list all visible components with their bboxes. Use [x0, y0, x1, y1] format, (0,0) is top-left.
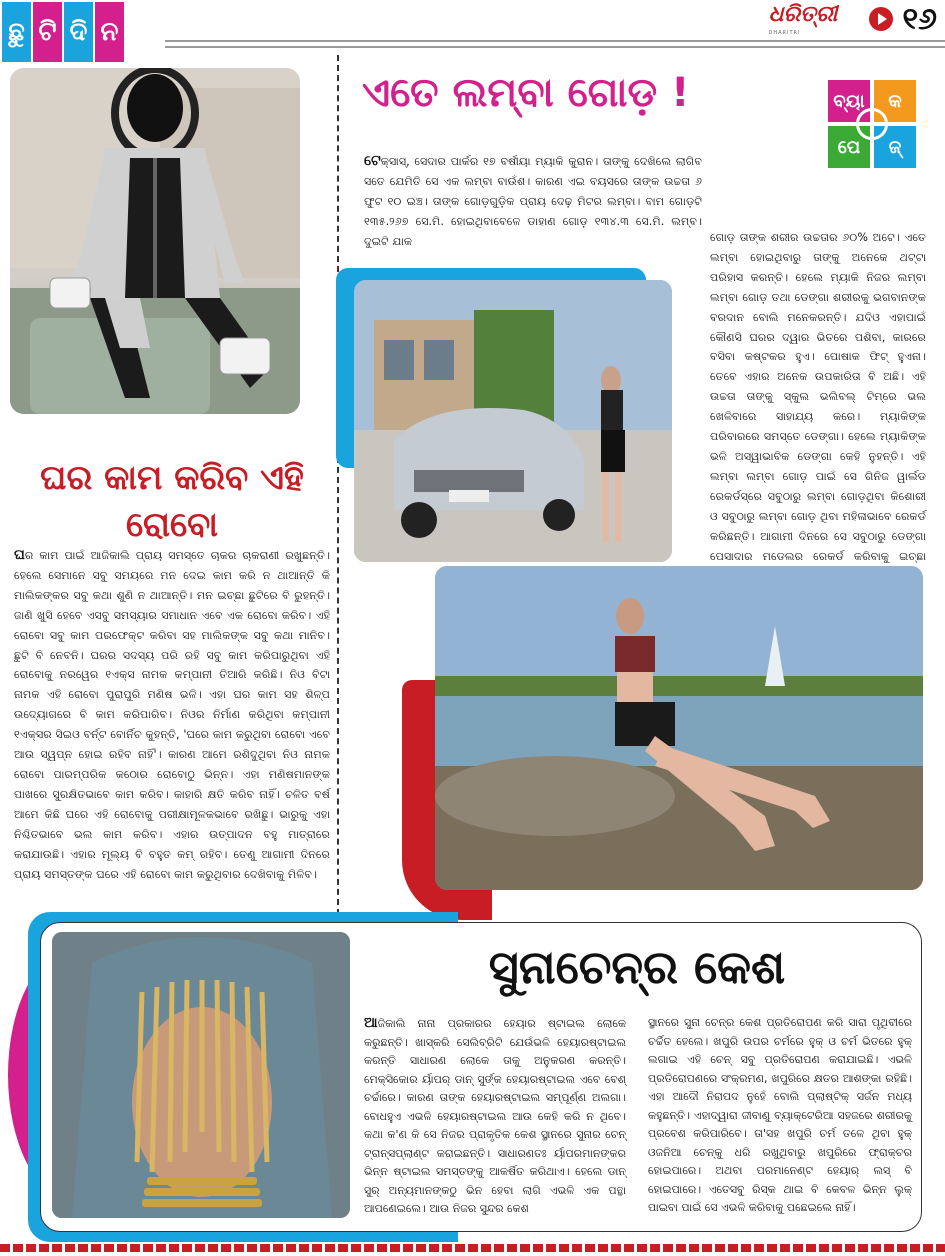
play-icon — [869, 7, 893, 31]
section-letter-3: ଦି — [64, 2, 93, 62]
legs-body-col1 — [364, 152, 702, 252]
robot-headline: ଘର କାମ କରିବ ଏହି ରୋବୋ — [40, 458, 304, 545]
legs-body-col2: ଗୋଡ଼ ତାଙ୍କ ଶରୀର ଉଚ୍ଚତାର ୬୦% ଅଟେ। ଏତେ ଲମ୍ବା ହୋଇଥିବାରୁ ତାଙ୍କୁ ଅନେକେ ଥଟ୍ଟା ପରିହାସ କରନ୍ତି। ହେଲେ ମ୍ୟାକି ନିଜର ଲମ୍ବା ଲମ୍ବା ଗୋଡ଼ ତଥା ଡେଙ୍ଗା ଶରୀରକୁ ଭଗବାନଙ୍କ ବରଦାନ ବୋଲି ମନେକରନ୍ତି। ଯଦିଓ ଏହାପାଇଁ କୌଣସି ଘରର ଦ୍ୱାର ଭିତରେ ପଶିବା, କାରରେ ବସିବା କଷ୍ଟକର ହୁଏ। ପୋଷାକ ଫିଟ୍ ହୁଏନା। ତେବେ ଏହାର ଅନେକ ଉପକାରିତା ବି ଅଛି। ଏହି ଉଚ୍ଚତା ତାଙ୍କୁ ସ୍କୁଲ ଭଲିବଲ୍ ଟିମ୍‌ରେ ଭଲ ଖେଳିବାରେ ସାହାଯ୍ୟ କରେ। ମ୍ୟାକିଙ୍କ ପରିବାରରେ ସମସ୍ତେ ଡେଙ୍ଗା। ହେଲେ ମ୍ୟାକିଙ୍କ ଭଳି ଅସ୍ୱାଭାବିକ ଡେଙ୍ଗା କେହି ନୁହନ୍ତି। ଏହି ଲମ୍ବା ଲମ୍ବା ଗୋଡ଼ ପାଇଁ ସେ ଗିନିଜ ୱାର୍ଲଡ ରେକର୍ଡସ୍‌ରେ ସବୁଠାରୁ ଲମ୍ବା ଗୋଡ଼ଥିବା କିଶୋରୀ ଓ ସବୁଠାରୁ ଲମ୍ବା ଗୋଡ଼ ଥିବା ମହିଳାଭାବେ ରେକର୍ଡ କରିଛନ୍ତି। ଆଗାମୀ ଦିନରେ ସେ ସବୁଠାରୁ ଡେଙ୍ଗା ପେସାଦାର ମଡେଲର ରେକର୍ଡ କରିବାକୁ ଇଚ୍ଛା — [710, 231, 926, 563]
badge-cell-3: ପେ — [828, 126, 870, 168]
robot-body — [14, 546, 330, 884]
robot-dropcap: ଘ — [14, 547, 25, 563]
badge-cell-2: କ — [874, 80, 916, 122]
legs-headline: ଏତେ ଲମ୍ବା ଗୋଡ଼ ! — [362, 70, 690, 116]
section-letter-1: ଛୁ — [2, 2, 31, 62]
header-rule — [165, 40, 945, 48]
hair-dropcap: ଆ — [364, 1015, 378, 1031]
girl-by-lake-photo — [435, 566, 923, 890]
gold-chain-hair-photo — [52, 932, 350, 1218]
badge-ring — [856, 108, 888, 140]
robot-body-text: ର କାମ ପାଇଁ ଆଜିକାଲି ପ୍ରାୟ ସମସ୍ତେ ଚାକର ଚାକରାଣୀ ରଖୁଛନ୍ତି। ହେଲେ ସେମାନେ ସବୁ ସମୟରେ ମନ ଦେଇ କାମ କରି ନ ଥାଆନ୍ତି କି ମାଲିକଙ୍କର ସବୁ କଥା ଶୁଣି ନ ଥାଆନ୍ତି। ମନ ଇଚ୍ଛା ଛୁଟିରେ ବି ରୁହନ୍ତି। ଜାଣି ଖୁସି ହେବେ ଏସବୁ ସମସ୍ୟାର ସମାଧାନ ଏବେ ଏକ ରୋବୋ କରିବ। ଏହି ରୋବୋ ସବୁ କାମ ପରଫେକ୍ଟ କରିବା ସହ ମାଲିକଙ୍କ ସବୁ କଥା ମାନିବ। ଛୁଟି ବି ନେବନି। ଘରର ସଦସ୍ୟ ପରି ରହି ସବୁ କାମ କରିପାରୁଥିବା ଏହି ରୋବୋକୁ ନରୱେର ୧ଏକ୍ସ ନାମକ କମ୍ପାନୀ ତିଆରି କରିଛି। ନିଓ ବିଟା ନାମକ ଏହି ରୋବୋ ପୁରାପୁରି ମଣିଷ ଭଳି। ଏହା ଘର କାମ ସହ ଶିଳ୍ପ ଉଦ୍ୟୋଗରେ ବି କାମ କରିପାରିବ। ନିଓର ନିର୍ମାଣ କରିଥିବା କମ୍ପାନୀ ୧ଏକ୍ସର ସିଇଓ ବର୍ନ୍ଟ ବୋର୍ନିଚ କୁହନ୍ତି, 'ଘରେ କାମ କରୁଥିବା ରୋବୋ ଏବେ ଆଉ ସ୍ୱପ୍ନ ହୋଇ ରହିବ ନାହିଁ'। କାରଣ ଆମେ ରଶିଦୁଥିବା ନିଓ ନାମକ ରୋବୋ ପାରମ୍ପରିକ କଠୋର ରୋବୋଠୁ ଭିନ୍ନ। ଏହା ମଣିଷମାନଙ୍କ ପାଖରେ ସୁରକ୍ଷିତଭାବେ କାମ କରିବ। କାହାରି କ୍ଷତି କରିବ ନାହିଁ। ଚଳିତ ବର୍ଷ ଆମେ କିଛି ଘରେ ଏହି ରୋବୋକୁ ପରୀକ୍ଷାମୂଳକଭାବେ ରଖିଛୁ। ଭାରୁକୁ ଏହା ନିଶ୍ଚିତଭାବେ ଭଲ କାମ କରିବ। ଏହାର ଉତ୍ପାଦନ ବହୁ ମାତ୍ରାରେ କରାଯାଉଛି। ଏହାର ମୂଲ୍ୟ ବି ବହୁତ କମ୍ ରହିବ। ତେଣୁ ଆଗାମୀ ଦିନରେ ପ୍ରାୟ ସମସ୍ତଙ୍କ ଘରେ ଏହି ରୋବୋ କାମ କରୁଥିବାର ଦେଖିବାକୁ ମିଳିବ। — [14, 549, 330, 881]
paper-name: ଧରିତ୍ରୀ — [768, 2, 838, 27]
robot-photo — [10, 68, 300, 414]
hair-body1-text: ଜିକାଲି ନାନା ପ୍ରକାରର ହେୟାର ଷ୍ଟାଇଲ ଲୋକେ କରୁଛନ୍ତି। ଖାସ୍‌କରି ସେଲିବ୍ରିଟି ଯେଉଁଭଳି ହେୟାରଷ୍ଟାଇଲ କରନ୍ତି ସାଧାରଣ ଲୋକେ ତାକୁ ଅନୁକରଣ କରନ୍ତି। ମେକ୍ସିକୋର ର୍ୟାପର୍ ଡାନ୍ ସୁର୍ଙ୍କ ହେୟାରଷ୍ଟାଇଲ ଏବେ ବେଶ୍ ଚର୍ଚ୍ଚାରେ। କାରଣ ତାଙ୍କ ହେୟାରଷ୍ଟାଇଲ ସମ୍ପୂର୍ଣ୍ଣ ଅଲଗା। ବୋଧହୁଏ ଏଭଳି ହେୟାରଷ୍ଟାଇଲ ଆଉ କେହି କରି ନ ଥିବେ। କଥା କ'ଣ କି ସେ ନିଜର ପ୍ରାକୃତିକ କେଶ ସ୍ଥାନରେ ସୁନାର ଚେନ୍ ଟ୍ରାନ୍ସପ୍ଲାଣ୍ଟ କରାଇଛନ୍ତି। ସାଧାରଣତଃ ର୍ୟାପରମାନଙ୍କର ଭିନ୍ନ ଷ୍ଟାଇଲ ସମସ୍ତଙ୍କୁ ଆକର୍ଷିତ କରିଥାଏ। ହେଲେ ଡାନ୍ ସୁର୍ ଅନ୍ୟମାନଙ୍କଠୁ ଭିନ ହେବା ଲାଗି ଏଭଳି ଏକ ପନ୍ଥା ଆପଣେଇଲେ। ଆଉ ନିଜର ସୁନ୍ଦର କେଶ — [364, 1017, 626, 1215]
girl-with-car-photo — [354, 280, 672, 562]
page-number: ୧୬ — [902, 1, 937, 37]
hair-body-col2: ସ୍ଥାନରେ ସୁନା ଚେନ୍‌ର କେଶ ପ୍ରତିରୋପଣ କରି ସାରା ପୃଥିବୀରେ ଚର୍ଚ୍ଚିତ ହେଲେ। ଖପୁରି ଉପର ଚର୍ମରେ ହୁକ୍ ଓ ଚର୍ମ ଭିତରେ ହୁକ୍ ଲଗାଇ ଏହି ଚେନ୍ ସବୁ ପ୍ରତିରୋପଣ କରାଯାଇଛି। ଏଭଳି ପ୍ରତିରୋପଣରେ ସଂକ୍ରମଣ, ଖପୁରିରେ କ୍ଷତର ଆଶଙ୍କା ରହିଛି। ଏହା ଆଦୌ ନିରାପଦ ନୁହେଁ ବୋଲି ପ୍ଲାଷ୍ଟିକ୍ ସର୍ଜନ ମଧ୍ୟ କହୁଛନ୍ତି। ଏହାଦ୍ୱାରା ଜୀବାଣୁ ବ୍ୟାକ୍ଟେରିଆ ସହଜରେ ଶରୀରକୁ ପ୍ରବେଶ କରିପାରିବେ। ତା'ସହ ଖପୁରି ଚର୍ମ ତଳେ ଥିବା ହୁକ୍ ଓଜନିଆ ଚେନ୍‌କୁ ଧରି ରଖୁଥିବାରୁ ଖପୁରିରେ ଫ୍ରାକ୍ଚର ହୋଇପାରେ। ଅଥବା ପରମାନେଣ୍ଟ ହେୟାର୍ ଲସ୍ ବି ହୋଇପାରେ। ଏତେସବୁ ରିସ୍କ ଥାଇ ବି କେବଳ ଭିନ୍ନ ଲୁକ୍ ପାଇବା ପାଇଁ ସେ ଏଭଳି କରିବାକୁ ପଛେଇଲେ ନାହିଁ। — [648, 1016, 912, 1214]
paper-subname: DHARITRI — [768, 30, 801, 36]
column-separator — [337, 55, 339, 915]
section-letter-2: ଟି — [33, 2, 62, 62]
section-letter-4: ନ — [95, 2, 124, 62]
legs-dropcap: ଟେ — [364, 153, 381, 169]
legs-body1-text: କ୍ସାସ୍, ସେଦାର ପାର୍କର ୧୭ ବର୍ଷୀୟା ମ୍ୟାକି କୁରାନ। ତାଙ୍କୁ ଦେଖିଲେ ଲାଗିବ ସତେ ଯେମିତି ସେ ଏକ ଲମ୍ବା ବାଉଁଶ। କାରଣ ଏଇ ବୟସରେ ତାଙ୍କ ଉଚ୍ଚତା ୬ ଫୁଟ ୧୦ ଇଞ୍ଚ। ତାଙ୍କ ଗୋଡ଼ଗୁଡ଼ିକ ପ୍ରାୟ ଦେଢ଼ ମିଟର ଲମ୍ବା। ବାମ ଗୋଡ଼ଟି ୧୩୫.୨୬୭ ସେ.ମି. ହୋଇଥିବାବେଳେ ଡାହାଣ ଗୋଡ଼ ୧୩୪.୩ ସେ.ମି. ଲମ୍ବ। ଦୁଇଟି ଯାକ — [364, 155, 702, 248]
hair-body-col1 — [364, 1014, 626, 1219]
backpage-badge — [828, 80, 916, 168]
section-title-tiles — [2, 2, 124, 62]
hair-headline: ସୁନାଚେନ୍‌ର କେଶ — [488, 940, 786, 994]
masthead — [769, 2, 937, 36]
badge-cell-1: ବ୍ୟା — [828, 80, 870, 122]
badge-cell-4: ଜ୍ — [874, 126, 916, 168]
footer-band — [0, 1244, 945, 1252]
